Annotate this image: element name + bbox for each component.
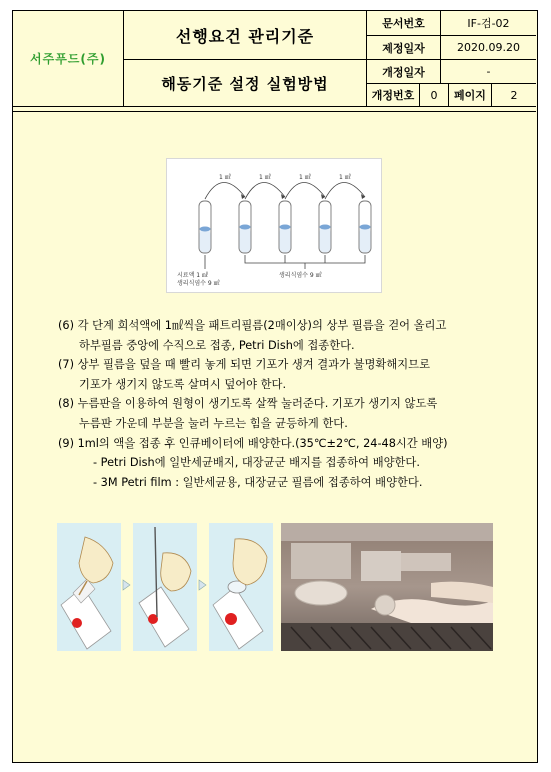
- company-name: 서주푸드(주): [30, 52, 106, 66]
- test-tube-4: [319, 201, 331, 253]
- revision-no-value: 0: [419, 83, 449, 107]
- revised-date-value: -: [440, 59, 536, 84]
- transfer-label-2: 1 ㎖: [259, 174, 271, 181]
- sample-saline-label: 생리식염수 9 ㎖: [177, 280, 220, 287]
- document-page: [12, 10, 538, 763]
- doc-no-label: 문서번호: [366, 11, 441, 36]
- transfer-label-1: 1 ㎖: [219, 174, 231, 181]
- dilution-diagram: [166, 158, 382, 293]
- illustration-press-spreader: [209, 523, 273, 651]
- illustration-lift-film: [57, 523, 121, 651]
- header-divider: [13, 111, 536, 112]
- step-9-petri-dish: - Petri Dish에 일반세균배지, 대장균군 배지를 접종하여 배양한다.: [93, 456, 420, 470]
- created-date-value: 2020.09.20: [440, 35, 536, 60]
- page-number: 2: [491, 83, 536, 107]
- step-7: (7) 상부 필름을 덮을 때 빨리 놓게 되면 기포가 생겨 결과가 불명확해지므로: [58, 358, 430, 372]
- saline-label: 생리식염수 9 ㎖: [279, 272, 322, 279]
- step-8: (8) 누름판을 이용하여 원형이 생기도록 살짝 눌러준다. 기포가 생기지 않도록: [58, 397, 438, 411]
- company-cell: [13, 11, 124, 107]
- step-arrow-1: [122, 577, 132, 593]
- title-main-cell: [123, 11, 367, 60]
- document-title: 선행요건 관리기준: [175, 26, 315, 46]
- test-tube-3: [279, 201, 291, 253]
- revision-no-label: 개정번호: [366, 83, 420, 107]
- procedure-steps: [58, 316, 538, 492]
- created-date-label: 제정일자: [366, 35, 441, 60]
- transfer-label-3: 1 ㎖: [299, 174, 311, 181]
- test-tube-1: [199, 201, 211, 253]
- step-8-continuation: 누름판 가운데 부분을 눌러 누르는 힘을 균등하게 한다.: [79, 416, 348, 430]
- revised-date-label: 개정일자: [366, 59, 441, 84]
- step-9-petri-film: - 3M Petri film : 일반세균용, 대장균군 필름에 접종하여 배양한다.: [93, 475, 423, 489]
- illustration-pipette: [133, 523, 197, 651]
- step-7-continuation: 기포가 생기지 않도록 살며시 덮어야 한다.: [79, 377, 287, 391]
- page-label: 페이지: [448, 83, 492, 107]
- step-6-continuation: 하부필름 중앙에 수직으로 접종, Petri Dish에 접종한다.: [79, 338, 355, 352]
- step-arrow-2: [198, 577, 208, 593]
- sample-label: 시료액 1 ㎖: [177, 272, 209, 279]
- test-tube-5: [359, 201, 371, 253]
- document-header: [13, 11, 536, 107]
- test-tube-2: [239, 201, 251, 253]
- transfer-label-4: 1 ㎖: [339, 174, 351, 181]
- title-sub-cell: [123, 59, 367, 107]
- lab-photo: [281, 523, 493, 651]
- step-6: (6) 각 단계 희석액에 1㎖씩을 패트리필름(2매이상)의 상부 필름을 걷어 올리고: [58, 319, 447, 332]
- document-subtitle: 해동기준 설정 실험방법: [161, 74, 329, 93]
- step-9: (9) 1ml의 액을 접종 후 인큐베이터에 배양한다.(35℃±2℃, 24-48시간 배양): [58, 436, 448, 450]
- doc-no-value: IF-검-02: [440, 11, 536, 36]
